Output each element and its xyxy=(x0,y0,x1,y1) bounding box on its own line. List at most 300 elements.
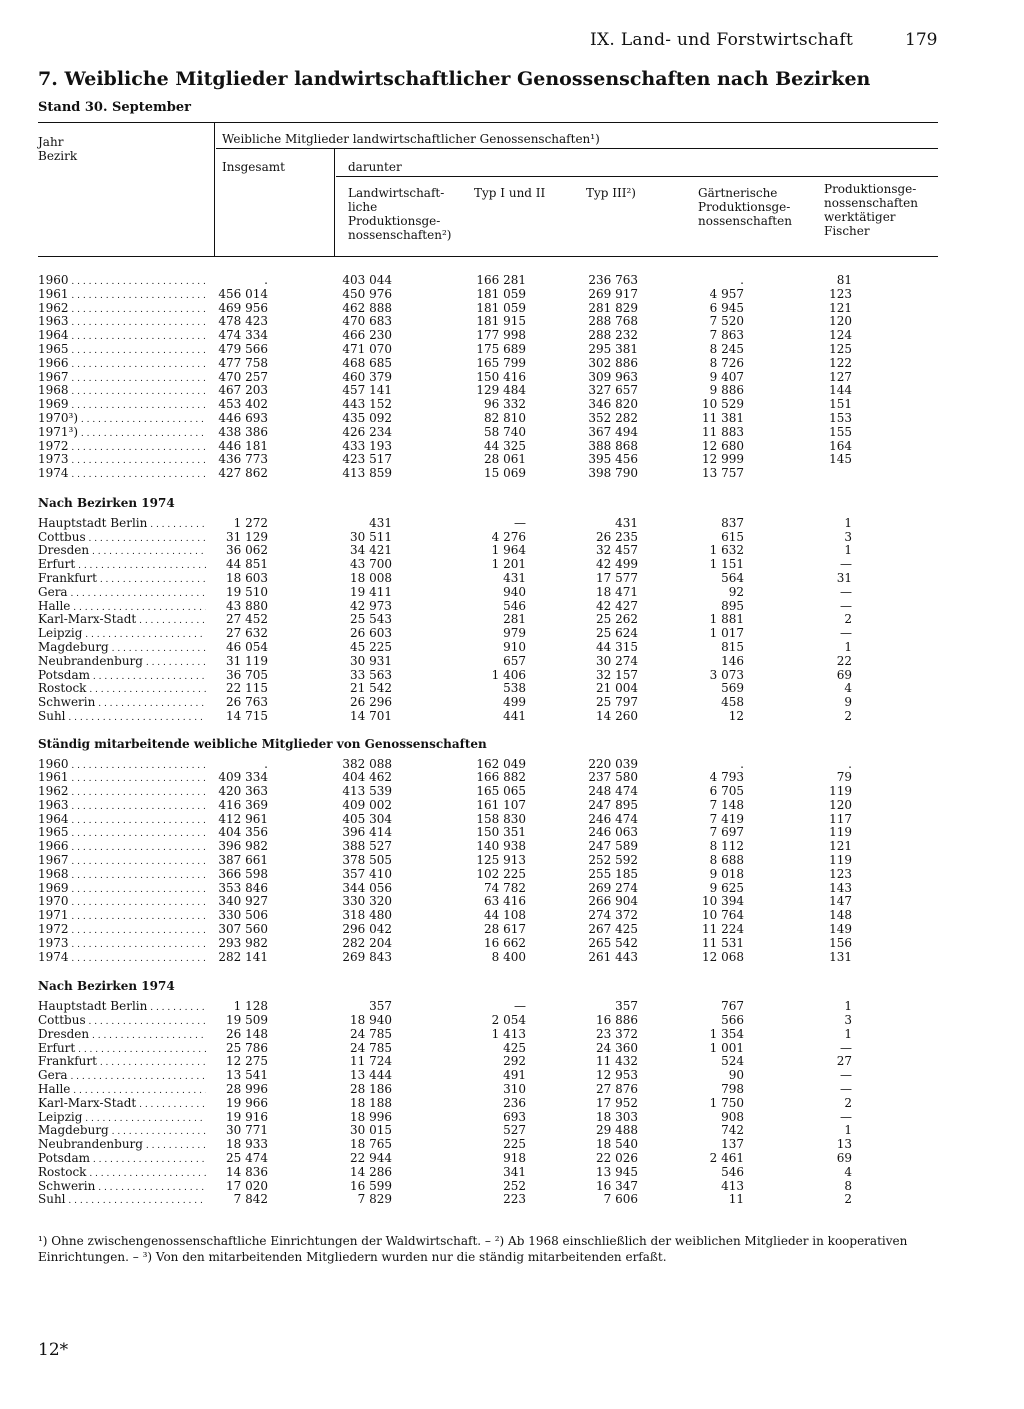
row-label: 1969 . . . xyxy=(38,882,206,898)
cell-value: — xyxy=(840,598,852,613)
cell-value: 405 304 xyxy=(342,811,392,826)
cell-value: 462 888 xyxy=(342,300,392,315)
cell-value: 25 543 xyxy=(350,612,392,627)
cell-value: 7 697 xyxy=(709,825,744,840)
cell-value: 2 xyxy=(844,708,852,723)
cell-value: 293 982 xyxy=(218,935,268,950)
cell-value: 409 334 xyxy=(218,770,268,785)
cell-value: 403 044 xyxy=(342,273,392,287)
cell-value: 166 882 xyxy=(476,770,526,785)
row-label: 1967 . . . xyxy=(38,371,206,387)
top-rule xyxy=(38,122,938,123)
cell-value: 499 xyxy=(503,695,526,710)
cell-value: 236 xyxy=(503,1095,526,1110)
cell-value: 14 715 xyxy=(226,708,268,723)
pgf-header: Produktionsge- nossenschaften werktätiger Fischer xyxy=(824,182,918,238)
section1-districts-heading: Nach Bezirken 1974 xyxy=(38,495,175,510)
table-row xyxy=(38,531,938,545)
cell-value: 90 xyxy=(728,1068,744,1083)
cell-value: 288 232 xyxy=(588,328,638,343)
cell-value: 252 592 xyxy=(588,853,638,868)
row-label: 1963 . . . xyxy=(38,799,206,815)
cell-value: 117 xyxy=(829,811,852,826)
cell-value: 19 509 xyxy=(226,1013,268,1028)
cell-value: 569 xyxy=(721,681,744,696)
cell-value: 837 xyxy=(721,515,744,530)
lpg-header: Landwirtschaft- liche Produktionsge- nossenschaften²) xyxy=(348,186,452,242)
cell-value: 469 956 xyxy=(218,300,268,315)
cell-value: 150 416 xyxy=(476,369,526,384)
cell-value: 25 262 xyxy=(596,612,638,627)
cell-value: 19 966 xyxy=(226,1095,268,1110)
cell-value: 31 129 xyxy=(226,529,268,544)
row-label: Halle . . . xyxy=(38,1083,206,1099)
cell-value: 181 059 xyxy=(476,300,526,315)
cell-value: 120 xyxy=(829,797,852,812)
cell-value: 17 577 xyxy=(596,570,638,585)
cell-value: 456 014 xyxy=(218,286,268,301)
cell-value: 357 xyxy=(615,999,638,1014)
cell-value: 121 xyxy=(829,839,852,854)
table-row xyxy=(38,641,938,655)
cell-value: 457 141 xyxy=(342,383,392,398)
row-label: 1968 . . . xyxy=(38,868,206,884)
table-row xyxy=(38,882,938,896)
section2-years xyxy=(38,758,938,965)
cell-value: 4 957 xyxy=(709,286,744,301)
cell-value: 119 xyxy=(829,853,852,868)
cell-value: 11 432 xyxy=(596,1054,638,1069)
cell-value: . xyxy=(740,756,744,771)
table-row xyxy=(38,1193,938,1207)
cell-value: 1 964 xyxy=(491,543,526,558)
cell-value: 34 421 xyxy=(350,543,392,558)
cell-value: 9 018 xyxy=(709,866,744,881)
cell-value: 13 444 xyxy=(350,1068,392,1083)
cell-value: 292 xyxy=(503,1054,526,1069)
cell-value: 155 xyxy=(829,424,852,439)
cell-value: 79 xyxy=(836,770,852,785)
cell-value: 25 474 xyxy=(226,1151,268,1166)
cell-value: 295 381 xyxy=(588,341,638,356)
cell-value: 22 xyxy=(836,653,852,668)
cell-value: 44 325 xyxy=(484,438,526,453)
cell-value: 330 506 xyxy=(218,908,268,923)
cell-value: 30 931 xyxy=(350,653,392,668)
row-label: 1965 . . . xyxy=(38,343,206,359)
cell-value: 269 917 xyxy=(588,286,638,301)
cell-value: 1 406 xyxy=(491,667,526,682)
cell-value: 10 394 xyxy=(702,894,744,909)
cell-value: 9 886 xyxy=(709,383,744,398)
table-row xyxy=(38,1152,938,1166)
table-row xyxy=(38,1124,938,1138)
table-row xyxy=(38,868,938,882)
cell-value: 31 119 xyxy=(226,653,268,668)
cell-value: 92 xyxy=(728,584,744,599)
cell-value: 388 868 xyxy=(588,438,638,453)
cell-value: 357 xyxy=(369,999,392,1014)
cell-value: 137 xyxy=(721,1137,744,1152)
cell-value: 26 235 xyxy=(596,529,638,544)
cell-value: 470 683 xyxy=(342,314,392,329)
cell-value: 1 151 xyxy=(709,557,744,572)
cell-value: 8 726 xyxy=(709,355,744,370)
cell-value: 27 xyxy=(836,1054,852,1069)
row-label: 1972 . . . xyxy=(38,440,206,456)
row-label: 1966 . . . xyxy=(38,357,206,373)
cell-value: 1 750 xyxy=(709,1095,744,1110)
cell-value: 32 457 xyxy=(596,543,638,558)
cell-value: 120 xyxy=(829,314,852,329)
row-label: 1972 . . . xyxy=(38,923,206,939)
cell-value: 395 456 xyxy=(588,452,638,467)
row-label: Magdeburg . . . xyxy=(38,1124,206,1140)
cell-value: 378 505 xyxy=(342,853,392,868)
cell-value: 1 881 xyxy=(709,612,744,627)
cell-value: 767 xyxy=(721,999,744,1014)
table-row xyxy=(38,1083,938,1097)
cell-value: 18 471 xyxy=(596,584,638,599)
cell-value: 353 846 xyxy=(218,880,268,895)
cell-value: 23 372 xyxy=(596,1026,638,1041)
cell-value: 236 763 xyxy=(588,273,638,287)
table-row xyxy=(38,1111,938,1125)
cell-value: — xyxy=(840,1068,852,1083)
cell-value: 26 603 xyxy=(350,626,392,641)
row-label: 1960 . . . xyxy=(38,758,206,774)
cell-value: 7 842 xyxy=(233,1192,268,1207)
cell-value: 1 017 xyxy=(709,626,744,641)
table-row xyxy=(38,909,938,923)
cell-value: . xyxy=(264,273,268,287)
cell-value: 895 xyxy=(721,598,744,613)
cell-value: 14 701 xyxy=(350,708,392,723)
cell-value: 31 xyxy=(836,570,852,585)
table-row xyxy=(38,302,938,316)
cell-value: 4 793 xyxy=(709,770,744,785)
cell-value: 467 203 xyxy=(218,383,268,398)
cell-value: 7 829 xyxy=(357,1192,392,1207)
cell-value: 125 xyxy=(829,341,852,356)
cell-value: 21 542 xyxy=(350,681,392,696)
cell-value: . xyxy=(740,273,744,287)
cell-value: 382 088 xyxy=(342,756,392,771)
cell-value: 3 xyxy=(844,1013,852,1028)
cell-value: 17 020 xyxy=(226,1178,268,1193)
cell-value: 1 272 xyxy=(233,515,268,530)
row-label: 1973 . . . xyxy=(38,937,206,953)
row-label: Leipzig . . . xyxy=(38,627,206,643)
cell-value: 388 527 xyxy=(342,839,392,854)
cell-value: 940 xyxy=(503,584,526,599)
cell-value: 42 499 xyxy=(596,557,638,572)
cell-value: 453 402 xyxy=(218,397,268,412)
row-label: Schwerin . . . xyxy=(38,1180,206,1196)
cell-value: 479 566 xyxy=(218,341,268,356)
row-label: Dresden . . . xyxy=(38,1028,206,1044)
table-row xyxy=(38,1028,938,1042)
table-row xyxy=(38,440,938,454)
cell-value: 352 282 xyxy=(588,410,638,425)
cell-value: 24 360 xyxy=(596,1040,638,1055)
cell-value: 30 274 xyxy=(596,653,638,668)
cell-value: 121 xyxy=(829,300,852,315)
cell-value: 11 xyxy=(728,1192,744,1207)
cell-value: 225 xyxy=(503,1137,526,1152)
cell-value: 425 xyxy=(503,1040,526,1055)
row-label: 1967 . . . xyxy=(38,854,206,870)
cell-value: 426 234 xyxy=(342,424,392,439)
cell-value: 12 953 xyxy=(596,1068,638,1083)
cell-value: 30 511 xyxy=(350,529,392,544)
cell-value: — xyxy=(840,626,852,641)
cell-value: 433 193 xyxy=(342,438,392,453)
row-label: Erfurt . . . xyxy=(38,1042,206,1058)
typ12-header: Typ I und II xyxy=(474,186,546,200)
row-label: 1962 . . . xyxy=(38,785,206,801)
row-label: Suhl . . . xyxy=(38,1193,206,1209)
cell-value: 165 065 xyxy=(476,784,526,799)
row-label: 1974 . . . xyxy=(38,467,206,483)
cell-value: 247 895 xyxy=(588,797,638,812)
cell-value: 181 915 xyxy=(476,314,526,329)
cell-value: 340 927 xyxy=(218,894,268,909)
row-label: Karl-Marx-Stadt . . . xyxy=(38,613,206,629)
table-row xyxy=(38,758,938,772)
cell-value: 398 790 xyxy=(588,466,638,481)
cell-value: 310 xyxy=(503,1082,526,1097)
cell-value: 474 334 xyxy=(218,328,268,343)
stub-divider xyxy=(214,122,215,256)
cell-value: 45 225 xyxy=(350,639,392,654)
cell-value: 122 xyxy=(829,355,852,370)
cell-value: 146 xyxy=(721,653,744,668)
cell-value: 18 765 xyxy=(350,1137,392,1152)
cell-value: 13 xyxy=(836,1137,852,1152)
cell-value: 409 002 xyxy=(342,797,392,812)
cell-value: 44 315 xyxy=(596,639,638,654)
row-label: 1973 . . . xyxy=(38,453,206,469)
cell-value: 4 276 xyxy=(491,529,526,544)
row-label: 1971³) . . . xyxy=(38,426,206,442)
table-title: 7. Weibliche Mitglieder landwirtschaftlicher Genossenschaften nach Bezirken xyxy=(38,68,871,90)
cell-value: 8 112 xyxy=(709,839,744,854)
table-row xyxy=(38,799,938,813)
footnote: ¹) Ohne zwischengenossenschaftliche Einrichtungen der Waldwirtschaft. – ²) Ab 1968 einschließlich der weiblichen Mitglieder in kooperativen Einrichtungen. – ³) Von den mitarbeitenden Mitgliedern wurden nur die ständig mitarbeitenden erfaßt. xyxy=(38,1234,908,1264)
cell-value: 27 876 xyxy=(596,1082,638,1097)
cell-value: 81 xyxy=(836,273,852,287)
table-row xyxy=(38,384,938,398)
cell-value: 615 xyxy=(721,529,744,544)
table-row xyxy=(38,1166,938,1180)
page-number: 179 xyxy=(905,30,938,50)
table-row xyxy=(38,785,938,799)
cell-value: 435 092 xyxy=(342,410,392,425)
cell-value: 8 xyxy=(844,1178,852,1193)
cell-value: 918 xyxy=(503,1151,526,1166)
cell-value: 16 347 xyxy=(596,1178,638,1193)
cell-value: 44 108 xyxy=(484,908,526,923)
row-label: 1961 . . . xyxy=(38,771,206,787)
cell-value: 346 820 xyxy=(588,397,638,412)
cell-value: 18 303 xyxy=(596,1109,638,1124)
cell-value: 247 589 xyxy=(588,839,638,854)
cell-value: 420 363 xyxy=(218,784,268,799)
cell-value: 10 764 xyxy=(702,908,744,923)
cell-value: 468 685 xyxy=(342,355,392,370)
row-label: Gera . . . xyxy=(38,586,206,602)
cell-value: 16 662 xyxy=(484,935,526,950)
row-label: Magdeburg . . . xyxy=(38,641,206,657)
cell-value: 466 230 xyxy=(342,328,392,343)
table-row xyxy=(38,826,938,840)
cell-value: 129 484 xyxy=(476,383,526,398)
cell-value: 14 286 xyxy=(350,1164,392,1179)
cell-value: 14 260 xyxy=(596,708,638,723)
cell-value: 22 115 xyxy=(226,681,268,696)
row-label: Potsdam . . . xyxy=(38,669,206,685)
cell-value: 564 xyxy=(721,570,744,585)
cell-value: 12 xyxy=(728,708,744,723)
cell-value: 26 296 xyxy=(350,695,392,710)
cell-value: 436 773 xyxy=(218,452,268,467)
gpg-header: Gärtnerische Produktionsge- nossenschaften xyxy=(698,186,792,228)
cell-value: 43 880 xyxy=(226,598,268,613)
cell-value: 309 963 xyxy=(588,369,638,384)
cell-value: 7 148 xyxy=(709,797,744,812)
cell-value: 162 049 xyxy=(476,756,526,771)
cell-value: 175 689 xyxy=(476,341,526,356)
cell-value: 296 042 xyxy=(342,922,392,937)
row-label: Hauptstadt Berlin . . . xyxy=(38,517,206,533)
cell-value: 282 204 xyxy=(342,935,392,950)
cell-value: 165 799 xyxy=(476,355,526,370)
cell-value: 443 152 xyxy=(342,397,392,412)
cell-value: 4 xyxy=(844,1164,852,1179)
table-row xyxy=(38,613,938,627)
cell-value: 19 411 xyxy=(350,584,392,599)
cell-value: — xyxy=(840,1082,852,1097)
cell-value: 427 862 xyxy=(218,466,268,481)
cell-value: 153 xyxy=(829,410,852,425)
table-row xyxy=(38,357,938,371)
cell-value: 18 188 xyxy=(350,1095,392,1110)
table-row xyxy=(38,655,938,669)
cell-value: 33 563 xyxy=(350,667,392,682)
cell-value: 3 xyxy=(844,529,852,544)
row-label: 1970 . . . xyxy=(38,895,206,911)
cell-value: 269 274 xyxy=(588,880,638,895)
cell-value: 26 763 xyxy=(226,695,268,710)
cell-value: 255 185 xyxy=(588,866,638,881)
cell-value: 446 693 xyxy=(218,410,268,425)
cell-value: 412 961 xyxy=(218,811,268,826)
row-label: Suhl . . . xyxy=(38,710,206,726)
row-label: Frankfurt . . . xyxy=(38,1055,206,1071)
typ3-header: Typ III²) xyxy=(586,186,636,200)
group-header: Weibliche Mitglieder landwirtschaftlicher Genossenschaften¹) xyxy=(222,132,600,146)
cell-value: 11 224 xyxy=(702,922,744,937)
cell-value: 166 281 xyxy=(476,273,526,287)
cell-value: 24 785 xyxy=(350,1040,392,1055)
running-head: IX. Land- und Forstwirtschaft xyxy=(590,30,854,50)
cell-value: 10 529 xyxy=(702,397,744,412)
cell-value: 1 xyxy=(844,1123,852,1138)
cell-value: 266 904 xyxy=(588,894,638,909)
section2-heading: Ständig mitarbeitende weibliche Mitglieder von Genossenschaften xyxy=(38,736,487,751)
table-row xyxy=(38,467,938,481)
row-label: Potsdam . . . xyxy=(38,1152,206,1168)
cell-value: 143 xyxy=(829,880,852,895)
cell-value: 327 657 xyxy=(588,383,638,398)
cell-value: 237 580 xyxy=(588,770,638,785)
cell-value: 123 xyxy=(829,866,852,881)
total-divider xyxy=(334,148,335,256)
cell-value: 12 068 xyxy=(702,949,744,964)
section2-districts-heading: Nach Bezirken 1974 xyxy=(38,979,175,994)
section1-years xyxy=(38,274,938,481)
darunter-header: darunter xyxy=(348,160,402,174)
cell-value: 1 xyxy=(844,1026,852,1041)
cell-value: 248 474 xyxy=(588,784,638,799)
cell-value: 24 785 xyxy=(350,1026,392,1041)
cell-value: 158 830 xyxy=(476,811,526,826)
cell-value: 367 494 xyxy=(588,424,638,439)
signature-mark: 12* xyxy=(38,1340,69,1360)
cell-value: 9 407 xyxy=(709,369,744,384)
cell-value: 58 740 xyxy=(484,424,526,439)
table-row xyxy=(38,1000,938,1014)
cell-value: 431 xyxy=(369,515,392,530)
cell-value: — xyxy=(840,584,852,599)
row-label: 1966 . . . xyxy=(38,840,206,856)
cell-value: 1 201 xyxy=(491,557,526,572)
section2-districts xyxy=(38,1000,938,1207)
cell-value: 2 054 xyxy=(491,1013,526,1028)
cell-value: 21 004 xyxy=(596,681,638,696)
row-label: Dresden . . . xyxy=(38,544,206,560)
cell-value: 12 275 xyxy=(226,1054,268,1069)
cell-value: 413 539 xyxy=(342,784,392,799)
cell-value: 11 724 xyxy=(350,1054,392,1069)
table-row xyxy=(38,572,938,586)
cell-value: 17 952 xyxy=(596,1095,638,1110)
cell-value: 69 xyxy=(836,1151,852,1166)
table-subtitle: Stand 30. September xyxy=(38,100,192,115)
cell-value: 423 517 xyxy=(342,452,392,467)
row-label: Neubrandenburg . . . xyxy=(38,1138,206,1154)
table-row xyxy=(38,412,938,426)
cell-value: 127 xyxy=(829,369,852,384)
table-row xyxy=(38,544,938,558)
total-header: Insgesamt xyxy=(222,160,285,174)
cell-value: 267 425 xyxy=(588,922,638,937)
table-row xyxy=(38,923,938,937)
cell-value: 28 996 xyxy=(226,1082,268,1097)
cell-value: 413 xyxy=(721,1178,744,1193)
table-row xyxy=(38,696,938,710)
cell-value: 42 427 xyxy=(596,598,638,613)
row-label: Cottbus . . . xyxy=(38,531,206,547)
cell-value: 29 488 xyxy=(596,1123,638,1138)
cell-value: 546 xyxy=(503,598,526,613)
table-row xyxy=(38,274,938,288)
cell-value: 18 996 xyxy=(350,1109,392,1124)
cell-value: 527 xyxy=(503,1123,526,1138)
group-rule xyxy=(216,148,938,149)
cell-value: 252 xyxy=(503,1178,526,1193)
